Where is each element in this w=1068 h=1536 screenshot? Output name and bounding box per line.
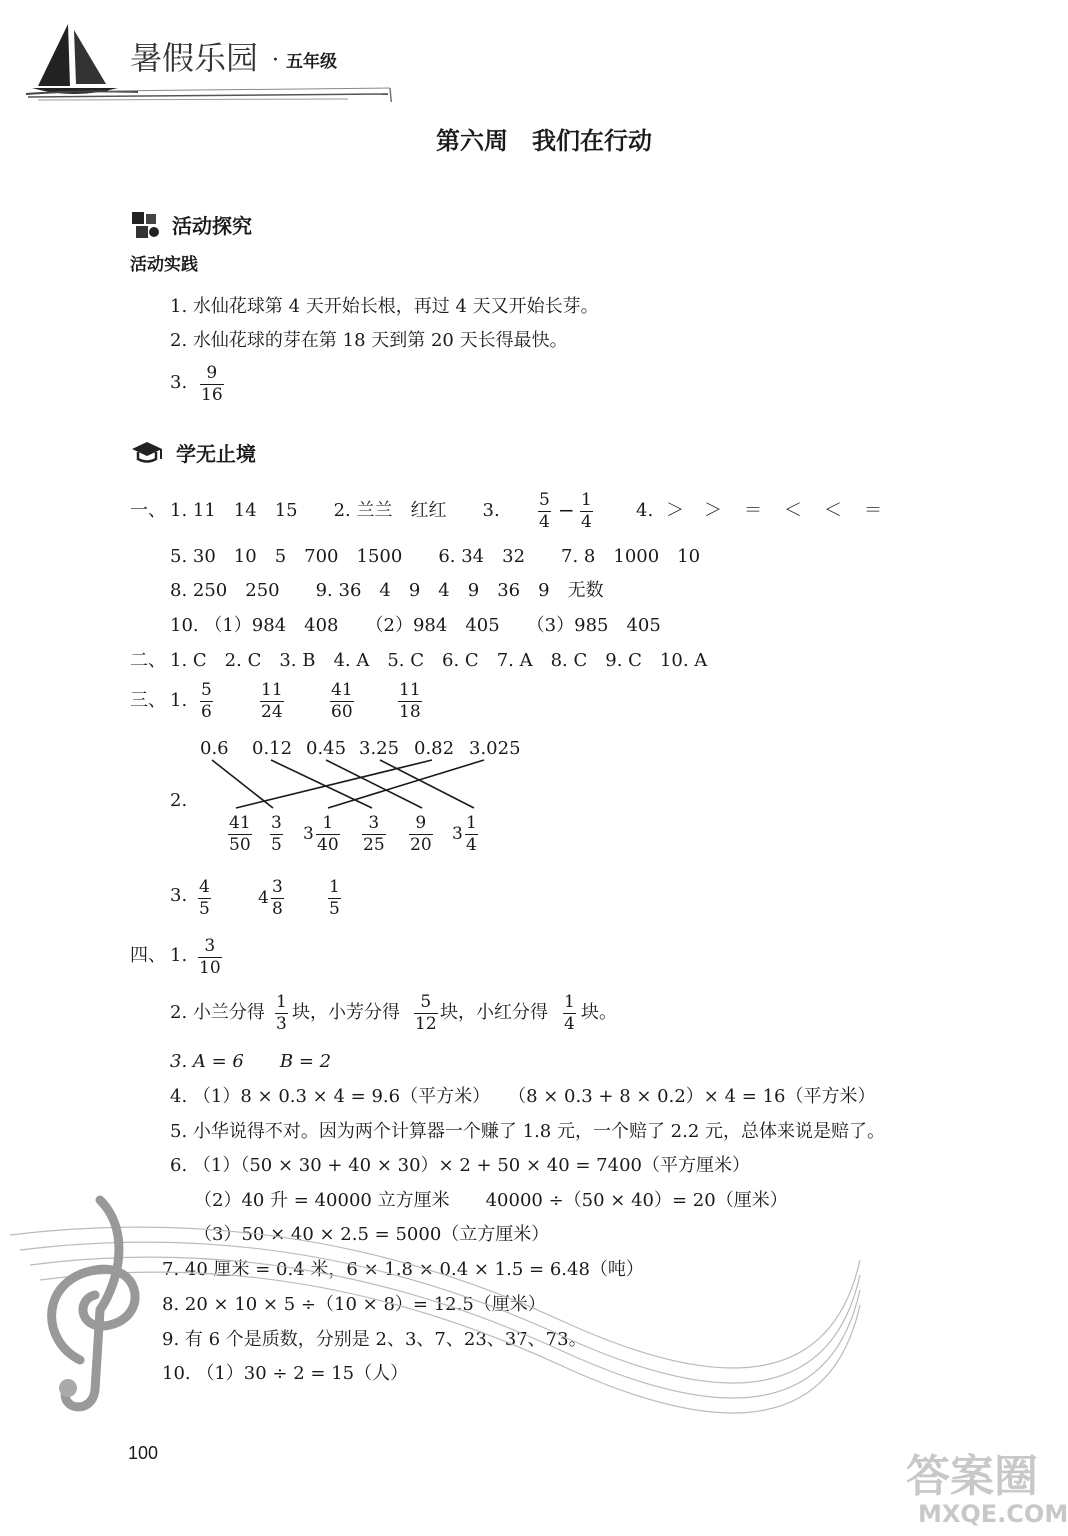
practice-q3-label: 3. (170, 372, 188, 393)
part-four-q7: 7. 40 厘米 = 0.4 米，6 × 1.8 × 0.4 × 1.5 = 6.48（吨） (162, 1259, 644, 1280)
part-four-q2-a: 2. 小兰分得 (170, 1002, 265, 1023)
fraction: 1 5 (329, 877, 340, 919)
minus-sign: − (558, 498, 575, 522)
part-one-line3: 8. 250 250 9. 36 4 9 4 9 36 9 无数 (170, 580, 604, 601)
decimal-value: 3.25 (359, 738, 400, 759)
part-four-prefix: 四、 (130, 945, 166, 966)
section-learn: 学无止境 (176, 442, 256, 466)
part-two-answers: 1. C 2. C 3. B 4. A 5. C 6. C 7. A 8. C 9. C 10. A (170, 650, 708, 671)
mixed-whole: 4 (258, 888, 269, 908)
watermark-text: 答案圈 (906, 1451, 1038, 1502)
page-number: 100 (128, 1443, 159, 1463)
part-three-q1-label: 1. (170, 690, 188, 711)
part-four-q3: 3. A = 6 B = 2 (170, 1051, 332, 1072)
compare-symbol: ＞ (666, 500, 684, 521)
part-one-prefix: 一、 (130, 500, 166, 521)
part-three-q2-label: 2. (170, 790, 188, 811)
decimal-value: 0.45 (306, 738, 347, 759)
header-dot: · (272, 48, 279, 73)
fraction: 3 5 (271, 813, 282, 855)
fraction: 3 8 (272, 877, 283, 919)
compare-symbol: ＝ (864, 500, 882, 521)
section-practice: 活动实践 (130, 255, 198, 275)
fraction: 5 12 (415, 992, 437, 1034)
part-four-q5: 5. 小华说得不对。因为两个计算器一个赚了 1.8 元，一个赔了 2.2 元，总体来说是赔了。 (170, 1121, 886, 1142)
fraction: 11 24 (261, 680, 283, 722)
part-four-q6-2: （2）40 升 = 40000 立方厘米 40000 ÷（50 × 40）= 20（厘米） (194, 1190, 788, 1211)
fraction: 41 50 (229, 813, 251, 855)
decimal-value: 0.6 (200, 738, 229, 759)
practice-q1: 1. 水仙花球第 4 天开始长根，再过 4 天又开始长芽。 (170, 296, 599, 317)
fraction: 1 40 (317, 813, 339, 855)
part-four-q6-3: （3）50 × 40 × 2.5 = 5000（立方厘米） (194, 1224, 550, 1245)
part-three-prefix: 三、 (130, 690, 166, 711)
fraction: 41 60 (331, 680, 353, 722)
mixed-whole: 3 (303, 824, 314, 844)
fraction: 5 6 (201, 680, 212, 722)
treble-clef-decoration (0, 1140, 900, 1440)
part-one-line2: 5. 30 10 5 700 1500 6. 34 32 7. 8 1000 10 (170, 546, 701, 567)
part-three-q3-label: 3. (170, 885, 188, 906)
part-four-q8: 8. 20 × 10 × 5 ÷（10 × 8）= 12.5（厘米） (162, 1294, 546, 1315)
fraction: 9 16 (201, 363, 223, 405)
watermark-url: MXQE.COM (918, 1500, 1068, 1528)
decimal-value: 0.12 (252, 738, 293, 759)
part-one-line1: 1. 11 14 15 2. 兰兰 红红 3. (170, 500, 500, 521)
fraction: 11 18 (399, 680, 421, 722)
part-four-q2-c: 块，小红分得 (440, 1002, 548, 1023)
part-four-q9: 9. 有 6 个是质数，分别是 2、3、7、23、37、73。 (162, 1329, 587, 1350)
compare-symbol: ＞ (704, 500, 722, 521)
decimal-value: 0.82 (414, 738, 455, 759)
part-four-q2-d: 块。 (581, 1002, 617, 1023)
part-one-line4: 10. （1）984 408 （2）984 405 （3）985 405 (170, 615, 661, 636)
part-four-q2-b: 块，小芳分得 (292, 1002, 400, 1023)
compare-symbol: ＝ (744, 500, 762, 521)
fraction: 5 4 (539, 490, 550, 532)
compare-symbol: ＜ (784, 500, 802, 521)
mixed-whole: 3 (452, 824, 463, 844)
fraction: 1 4 (564, 992, 575, 1034)
fraction: 3 25 (363, 813, 385, 855)
header-grade: 五年级 (286, 52, 337, 72)
section-explore: 活动探究 (172, 214, 252, 238)
header-title: 暑假乐园 (130, 39, 259, 77)
part-four-q4: 4. （1）8 × 0.3 × 4 = 9.6（平方米） （8 × 0.3 + 8 × 0.2）× 4 = 16（平方米） (170, 1086, 876, 1107)
part-two-prefix: 二、 (130, 650, 166, 671)
fraction: 9 20 (410, 813, 432, 855)
fraction: 4 5 (199, 877, 210, 919)
page-title: 第六周 我们在行动 (436, 127, 652, 155)
fraction: 1 4 (581, 490, 592, 532)
decimal-value: 3.025 (469, 738, 521, 759)
part-one-q4-label: 4. (636, 500, 654, 521)
fraction: 3 10 (199, 936, 221, 978)
part-four-q10: 10. （1）30 ÷ 2 = 15（人） (162, 1363, 409, 1384)
fraction: 1 3 (276, 992, 287, 1034)
part-four-q6-1: 6. （1）（50 × 30 + 40 × 30）× 2 + 50 × 40 = 7400（平方厘米） (170, 1155, 750, 1176)
fraction: 1 4 (466, 813, 477, 855)
practice-q2: 2. 水仙花球的芽在第 18 天到第 20 天长得最快。 (170, 330, 568, 351)
compare-symbol: ＜ (824, 500, 842, 521)
part-four-q1-label: 1. (170, 945, 188, 966)
